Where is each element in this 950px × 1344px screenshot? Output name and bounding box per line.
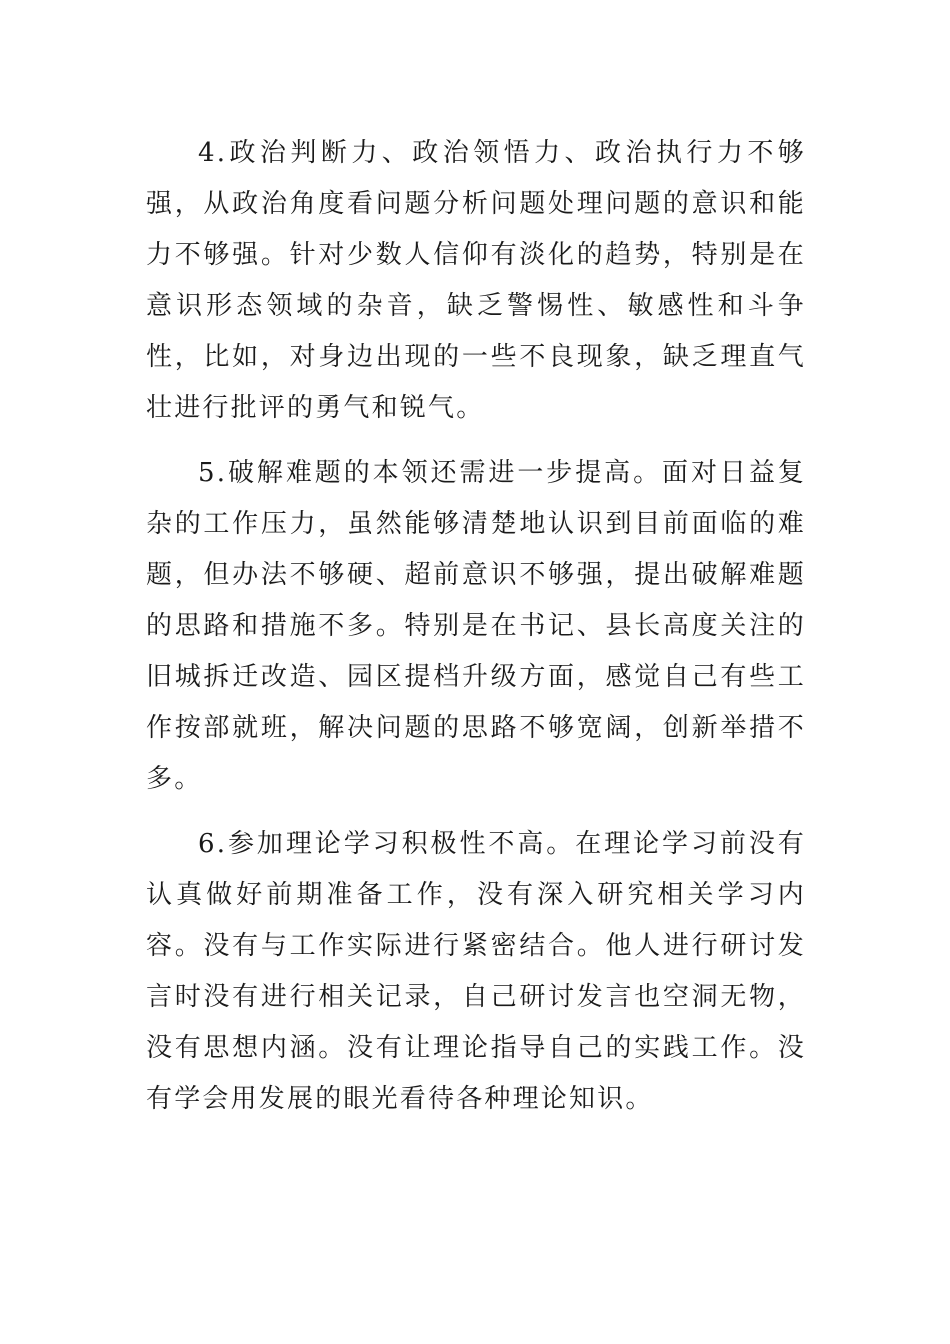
document-body [146, 128, 806, 1139]
paragraph-item-6: 6.参加理论学习积极性不高。在理论学习前没有认真做好前期准备工作，没有深入研究相关学习内容。没有与工作实际进行紧密结合。他人进行研讨发言时没有进行相关记录，自己研讨发言也空洞无物，没有思想内涵。没有让理论指导自己的实践工作。没有学会用发展的眼光看待各种理论知识。 [146, 829, 806, 1114]
paragraph-item-5: 5.破解难题的本领还需进一步提高。面对日益复杂的工作压力，虽然能够清楚地认识到目前面临的难题，但办法不够硬、超前意识不够强，提出破解难题的思路和措施不多。特别是在书记、县长高度关注的旧城拆迁改造、园区提档升级方面，感觉自己有些工作按部就班，解决问题的思路不够宽阔，创新举措不多。 [146, 458, 806, 794]
paragraph-item-4: 4.政治判断力、政治领悟力、政治执行力不够强，从政治角度看问题分析问题处理问题的意识和能力不够强。针对少数人信仰有淡化的趋势，特别是在意识形态领域的杂音，缺乏警惕性、敏感性和斗争性，比如，对身边出现的一些不良现象，缺乏理直气壮进行批评的勇气和锐气。 [146, 138, 806, 423]
